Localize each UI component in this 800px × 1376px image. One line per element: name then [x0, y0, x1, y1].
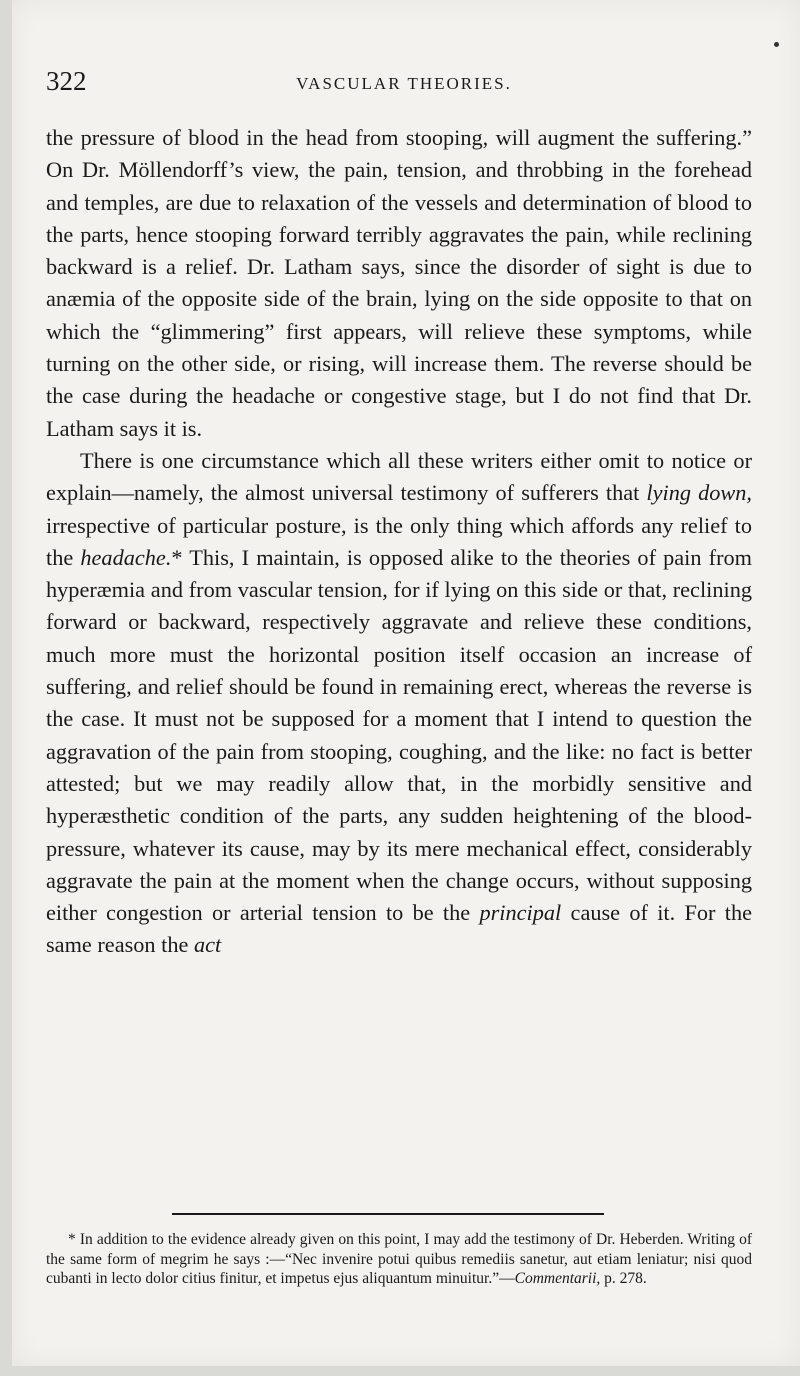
paragraph-1 — [46, 122, 752, 445]
italic-lying-down: lying down, — [646, 480, 752, 506]
paragraph-2-text-c: * This, I maintain, is opposed alike to the theories of pain from hyperæmia and from vascular tension, for if lying on this side or that, reclining forward or backward, respectively aggravate and relieve these conditions, much more must the horizontal position itself occasion an increase of suffering, and relief should be found in remaining erect, whereas the reverse is the case. It must not be supposed for a moment that I intend to question the aggravation of the pain from stooping, coughing, and the like: no fact is better attested; but we may readily allow that, in the morbidly sensitive and hyperæsthetic condition of the parts, any sudden heightening of the blood-pressure, whatever its cause, may by its mere mechanical effect, considerably aggravate the pain at the moment when the change occurs, without supposing either congestion or arterial tension to be the — [46, 544, 752, 926]
italic-act: act — [193, 932, 222, 958]
paragraph-2-text-d: cause of it. For the same reason the — [46, 900, 753, 958]
paragraph-2-text-b: irrespective of particular posture, is the only thing which affords any relief to the — [46, 512, 752, 570]
italic-headache: headache. — [80, 544, 172, 570]
paragraph-2 — [46, 445, 752, 962]
page-number: 322 — [46, 66, 87, 96]
italic-principal: principal — [479, 900, 562, 926]
footnote-rule — [172, 1213, 604, 1215]
footnote-text-a: * In addition to the evidence already given on this point, I may add the testimony of Dr. Heberden. Writing of the same form of megrim he says :—“Nec invenire potui quibus remediis sanetur, aut etiam leniatur; nisi quod cubanti in lecto dolor citius finitur, et impetus ejus aliquantum minuitur.”— — [46, 1231, 752, 1287]
paragraph-1-text: the pressure of blood in the head from stooping, will augment the suffering.” On Dr. Möllendorff’s view, the pain, tension, and throbbing in the forehead and temples, are due to relaxation of the vessels and determination of blood to the parts, hence stooping forward terribly aggravates the pain, while reclining backward is a relief. Dr. Latham says, since the disorder of sight is due to anæmia of the opposite side of the brain, lying on the side opposite to that on which the “glimmering” first appears, will relieve these symptoms, while turning on the other side, or rising, will increase them. The reverse should be the case during the headache or congestive stage, but I do not find that Dr. Latham says it is. — [46, 125, 752, 441]
running-head: VASCULAR THEORIES. — [296, 74, 512, 93]
footnote — [46, 1230, 752, 1289]
book-page — [12, 0, 800, 1366]
page-speck — [774, 42, 779, 47]
footnote-text-b: p. 278. — [600, 1270, 647, 1287]
italic-commentarii: Commentarii, — [514, 1270, 601, 1287]
body-text — [46, 122, 752, 962]
footnote-text — [46, 1230, 752, 1289]
page-header — [46, 66, 762, 106]
paragraph-2-text-a: There is one circumstance which all these writers either omit to notice or explain—namely, the almost universal testimony of sufferers that — [46, 447, 752, 506]
